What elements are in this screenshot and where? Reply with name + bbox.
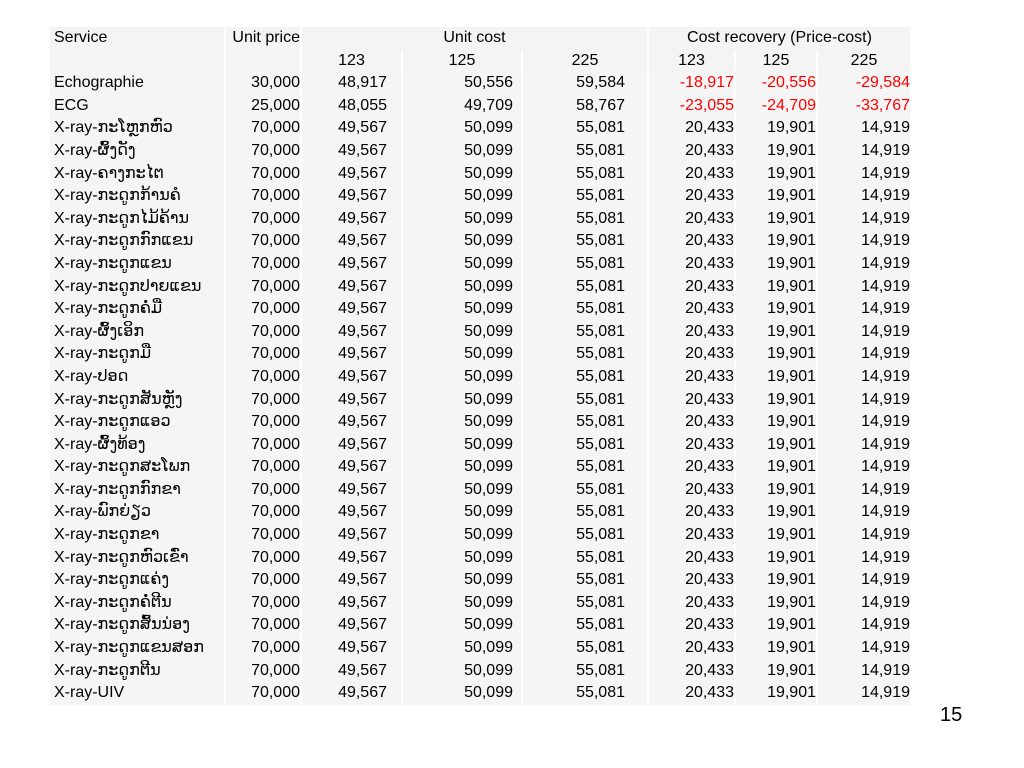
table-row — [50, 343, 910, 366]
recovery-123-cell: 20,433 — [649, 298, 734, 321]
recovery-225-cell: 14,919 — [818, 637, 910, 660]
recovery-125-cell: 19,901 — [736, 411, 816, 434]
recovery-123-cell: 20,433 — [649, 185, 734, 208]
recovery-225-cell: 14,919 — [818, 434, 910, 457]
service-cell: X-ray-ກະດູກແອວ — [50, 411, 224, 434]
recovery-123-cell: 20,433 — [649, 479, 734, 502]
table-row — [50, 524, 910, 547]
unit-cost-125-cell: 50,099 — [403, 253, 521, 276]
unit-price-cell: 70,000 — [226, 592, 300, 615]
service-cell: X-ray-ພົກຍ່ຽວ — [50, 501, 224, 524]
service-cell: X-ray-ຄາງກະໄຕ — [50, 163, 224, 186]
unit-cost-125-cell: 50,099 — [403, 343, 521, 366]
recovery-123-cell: 20,433 — [649, 389, 734, 412]
unit-price-cell: 70,000 — [226, 501, 300, 524]
unit-cost-225-cell: 55,081 — [523, 230, 647, 253]
recovery-125-cell: 19,901 — [736, 389, 816, 412]
unit-cost-125-cell: 50,099 — [403, 276, 521, 299]
unit-cost-125-cell: 50,099 — [403, 185, 521, 208]
unit-cost-225-cell: 55,081 — [523, 298, 647, 321]
unit-cost-123-cell: 49,567 — [302, 434, 401, 457]
service-cell: X-ray-ກະດູກຄໍ່ມື — [50, 298, 224, 321]
recovery-225-cell: 14,919 — [818, 253, 910, 276]
recovery-123-cell: 20,433 — [649, 230, 734, 253]
table-row — [50, 321, 910, 344]
unit-cost-123-cell: 49,567 — [302, 117, 401, 140]
service-cell: X-ray-ຜົ້ງດັງ — [50, 140, 224, 163]
unit-price-cell: 70,000 — [226, 140, 300, 163]
header-unit-price: Unit price — [226, 27, 300, 50]
recovery-125-cell: 19,901 — [736, 479, 816, 502]
recovery-225-cell: 14,919 — [818, 389, 910, 412]
header-blank-service — [50, 50, 224, 73]
table-row — [50, 253, 910, 276]
header-cost-225: 225 — [523, 50, 647, 73]
recovery-125-cell: 19,901 — [736, 660, 816, 683]
recovery-125-cell: 19,901 — [736, 456, 816, 479]
unit-price-cell: 70,000 — [226, 366, 300, 389]
unit-cost-123-cell: 49,567 — [302, 637, 401, 660]
table-row — [50, 298, 910, 321]
unit-cost-225-cell: 55,081 — [523, 389, 647, 412]
unit-cost-123-cell: 49,567 — [302, 547, 401, 570]
unit-price-cell: 70,000 — [226, 479, 300, 502]
service-cell: ECG — [50, 95, 224, 118]
recovery-125-cell: -24,709 — [736, 95, 816, 118]
unit-price-cell: 70,000 — [226, 637, 300, 660]
table-row — [50, 569, 910, 592]
unit-cost-123-cell: 49,567 — [302, 569, 401, 592]
recovery-125-cell: 19,901 — [736, 637, 816, 660]
service-cell: X-ray-UIV — [50, 682, 224, 705]
table-row — [50, 366, 910, 389]
header-recovery-123: 123 — [649, 50, 734, 73]
unit-cost-125-cell: 50,099 — [403, 592, 521, 615]
recovery-225-cell: 14,919 — [818, 479, 910, 502]
service-cell: X-ray-ກະດູກກົກແຂນ — [50, 230, 224, 253]
unit-price-cell: 70,000 — [226, 321, 300, 344]
recovery-225-cell: 14,919 — [818, 163, 910, 186]
recovery-123-cell: 20,433 — [649, 253, 734, 276]
unit-price-cell: 70,000 — [226, 547, 300, 570]
table-row — [50, 682, 910, 705]
unit-cost-225-cell: 55,081 — [523, 117, 647, 140]
unit-price-cell: 70,000 — [226, 253, 300, 276]
recovery-123-cell: 20,433 — [649, 637, 734, 660]
unit-price-cell: 70,000 — [226, 230, 300, 253]
unit-cost-225-cell: 55,081 — [523, 660, 647, 683]
page-number: 15 — [940, 704, 963, 726]
recovery-125-cell: 19,901 — [736, 614, 816, 637]
unit-cost-125-cell: 50,099 — [403, 524, 521, 547]
unit-cost-123-cell: 49,567 — [302, 366, 401, 389]
unit-cost-123-cell: 49,567 — [302, 479, 401, 502]
unit-cost-225-cell: 55,081 — [523, 501, 647, 524]
recovery-123-cell: 20,433 — [649, 592, 734, 615]
recovery-125-cell: 19,901 — [736, 524, 816, 547]
unit-cost-225-cell: 55,081 — [523, 163, 647, 186]
service-cell: X-ray-ກະດູກໄມ້ຄ້ານ — [50, 208, 224, 231]
recovery-225-cell: 14,919 — [818, 660, 910, 683]
unit-cost-123-cell: 49,567 — [302, 208, 401, 231]
recovery-125-cell: 19,901 — [736, 185, 816, 208]
unit-cost-123-cell: 49,567 — [302, 389, 401, 412]
service-cell: X-ray-ກະດູກແຂນສອກ — [50, 637, 224, 660]
recovery-125-cell: 19,901 — [736, 569, 816, 592]
table-row — [50, 434, 910, 457]
unit-cost-123-cell: 49,567 — [302, 230, 401, 253]
unit-cost-123-cell: 49,567 — [302, 592, 401, 615]
recovery-225-cell: 14,919 — [818, 501, 910, 524]
unit-cost-125-cell: 50,556 — [403, 72, 521, 95]
table-row — [50, 276, 910, 299]
header-cost-123: 123 — [302, 50, 401, 73]
unit-cost-225-cell: 55,081 — [523, 614, 647, 637]
unit-cost-125-cell: 50,099 — [403, 569, 521, 592]
service-cell: X-ray-ກະດູກປາຍແຂນ — [50, 276, 224, 299]
recovery-125-cell: 19,901 — [736, 501, 816, 524]
recovery-125-cell: 19,901 — [736, 321, 816, 344]
recovery-123-cell: 20,433 — [649, 456, 734, 479]
unit-cost-125-cell: 50,099 — [403, 456, 521, 479]
unit-price-cell: 70,000 — [226, 682, 300, 705]
recovery-123-cell: 20,433 — [649, 569, 734, 592]
table-row — [50, 592, 910, 615]
unit-price-cell: 70,000 — [226, 276, 300, 299]
unit-cost-125-cell: 50,099 — [403, 547, 521, 570]
unit-cost-125-cell: 50,099 — [403, 501, 521, 524]
recovery-225-cell: 14,919 — [818, 524, 910, 547]
recovery-123-cell: 20,433 — [649, 140, 734, 163]
unit-cost-123-cell: 49,567 — [302, 411, 401, 434]
unit-cost-225-cell: 55,081 — [523, 479, 647, 502]
recovery-125-cell: -20,556 — [736, 72, 816, 95]
service-cell: X-ray-ກະດູກກົກຂາ — [50, 479, 224, 502]
recovery-123-cell: 20,433 — [649, 547, 734, 570]
table-row — [50, 163, 910, 186]
unit-cost-123-cell: 49,567 — [302, 660, 401, 683]
unit-cost-125-cell: 50,099 — [403, 614, 521, 637]
recovery-225-cell: 14,919 — [818, 140, 910, 163]
unit-cost-125-cell: 50,099 — [403, 389, 521, 412]
service-cell: Echographie — [50, 72, 224, 95]
unit-cost-225-cell: 55,081 — [523, 524, 647, 547]
recovery-125-cell: 19,901 — [736, 547, 816, 570]
unit-cost-225-cell: 55,081 — [523, 253, 647, 276]
table-row — [50, 614, 910, 637]
recovery-123-cell: -23,055 — [649, 95, 734, 118]
service-cell: X-ray-ກະດູກມື — [50, 343, 224, 366]
recovery-123-cell: 20,433 — [649, 614, 734, 637]
unit-price-cell: 70,000 — [226, 163, 300, 186]
service-cell: X-ray-ກະດູກສະໂພກ — [50, 456, 224, 479]
recovery-225-cell: 14,919 — [818, 456, 910, 479]
recovery-225-cell: 14,919 — [818, 614, 910, 637]
service-cell: X-ray-ກະດູກແຄ່ງ — [50, 569, 224, 592]
recovery-225-cell: 14,919 — [818, 208, 910, 231]
service-cell: X-ray-ກະດູກກ້ານຄໍ — [50, 185, 224, 208]
unit-price-cell: 70,000 — [226, 569, 300, 592]
unit-cost-123-cell: 49,567 — [302, 524, 401, 547]
service-cell: X-ray-ຜົ້ງເອິກ — [50, 321, 224, 344]
unit-price-cell: 70,000 — [226, 456, 300, 479]
unit-price-cell: 70,000 — [226, 660, 300, 683]
unit-cost-225-cell: 55,081 — [523, 185, 647, 208]
recovery-123-cell: 20,433 — [649, 163, 734, 186]
header-row-1 — [50, 27, 910, 50]
unit-cost-225-cell: 55,081 — [523, 276, 647, 299]
unit-cost-225-cell: 55,081 — [523, 682, 647, 705]
recovery-225-cell: 14,919 — [818, 682, 910, 705]
recovery-125-cell: 19,901 — [736, 682, 816, 705]
header-cost-125: 125 — [403, 50, 521, 73]
service-cell: X-ray-ປອດ — [50, 366, 224, 389]
recovery-123-cell: 20,433 — [649, 524, 734, 547]
recovery-125-cell: 19,901 — [736, 117, 816, 140]
unit-price-cell: 70,000 — [226, 185, 300, 208]
unit-cost-125-cell: 50,099 — [403, 366, 521, 389]
recovery-225-cell: 14,919 — [818, 276, 910, 299]
header-row-2 — [50, 50, 910, 73]
service-cell: X-ray-ກະດູກແຂນ — [50, 253, 224, 276]
unit-cost-225-cell: 55,081 — [523, 434, 647, 457]
recovery-125-cell: 19,901 — [736, 343, 816, 366]
table-row — [50, 501, 910, 524]
recovery-125-cell: 19,901 — [736, 434, 816, 457]
recovery-225-cell: 14,919 — [818, 343, 910, 366]
recovery-225-cell: -29,584 — [818, 72, 910, 95]
unit-price-cell: 25,000 — [226, 95, 300, 118]
table-row — [50, 637, 910, 660]
table-row — [50, 140, 910, 163]
unit-cost-125-cell: 50,099 — [403, 208, 521, 231]
unit-cost-125-cell: 50,099 — [403, 411, 521, 434]
recovery-123-cell: 20,433 — [649, 682, 734, 705]
recovery-225-cell: 14,919 — [818, 185, 910, 208]
unit-price-cell: 70,000 — [226, 524, 300, 547]
recovery-123-cell: -18,917 — [649, 72, 734, 95]
recovery-123-cell: 20,433 — [649, 501, 734, 524]
unit-cost-123-cell: 49,567 — [302, 501, 401, 524]
recovery-225-cell: -33,767 — [818, 95, 910, 118]
unit-cost-123-cell: 49,567 — [302, 163, 401, 186]
service-cell: X-ray-ກະດູກຄໍ່ຕີນ — [50, 592, 224, 615]
recovery-123-cell: 20,433 — [649, 117, 734, 140]
unit-cost-123-cell: 49,567 — [302, 682, 401, 705]
unit-price-cell: 70,000 — [226, 411, 300, 434]
table-row — [50, 95, 910, 118]
unit-cost-225-cell: 55,081 — [523, 366, 647, 389]
table-row — [50, 185, 910, 208]
recovery-225-cell: 14,919 — [818, 321, 910, 344]
unit-cost-123-cell: 49,567 — [302, 321, 401, 344]
unit-price-cell: 70,000 — [226, 614, 300, 637]
recovery-225-cell: 14,919 — [818, 547, 910, 570]
recovery-225-cell: 14,919 — [818, 298, 910, 321]
unit-cost-125-cell: 50,099 — [403, 660, 521, 683]
unit-cost-125-cell: 50,099 — [403, 298, 521, 321]
unit-cost-225-cell: 58,767 — [523, 95, 647, 118]
table-row — [50, 117, 910, 140]
unit-cost-123-cell: 49,567 — [302, 276, 401, 299]
table-row — [50, 389, 910, 412]
header-recovery-225: 225 — [818, 50, 910, 73]
unit-cost-125-cell: 50,099 — [403, 682, 521, 705]
unit-price-cell: 70,000 — [226, 389, 300, 412]
unit-cost-125-cell: 50,099 — [403, 479, 521, 502]
recovery-125-cell: 19,901 — [736, 366, 816, 389]
unit-cost-225-cell: 55,081 — [523, 637, 647, 660]
unit-price-cell: 30,000 — [226, 72, 300, 95]
header-blank-price — [226, 50, 300, 73]
table-row — [50, 72, 910, 95]
recovery-125-cell: 19,901 — [736, 208, 816, 231]
service-cell: X-ray-ກະດູກສັນຫຼັງ — [50, 389, 224, 412]
recovery-125-cell: 19,901 — [736, 140, 816, 163]
table-row — [50, 479, 910, 502]
table-row — [50, 208, 910, 231]
recovery-123-cell: 20,433 — [649, 366, 734, 389]
table-row — [50, 411, 910, 434]
unit-cost-123-cell: 48,055 — [302, 95, 401, 118]
service-cell: X-ray-ກະດູກຫົວເຂົ່າ — [50, 547, 224, 570]
recovery-123-cell: 20,433 — [649, 411, 734, 434]
unit-cost-225-cell: 55,081 — [523, 411, 647, 434]
table-row — [50, 660, 910, 683]
unit-cost-225-cell: 55,081 — [523, 208, 647, 231]
recovery-123-cell: 20,433 — [649, 321, 734, 344]
unit-cost-125-cell: 50,099 — [403, 117, 521, 140]
unit-cost-123-cell: 49,567 — [302, 185, 401, 208]
recovery-125-cell: 19,901 — [736, 253, 816, 276]
recovery-125-cell: 19,901 — [736, 163, 816, 186]
recovery-225-cell: 14,919 — [818, 411, 910, 434]
unit-cost-123-cell: 49,567 — [302, 614, 401, 637]
unit-cost-123-cell: 49,567 — [302, 343, 401, 366]
header-recovery-125: 125 — [736, 50, 816, 73]
unit-cost-225-cell: 55,081 — [523, 592, 647, 615]
unit-price-cell: 70,000 — [226, 298, 300, 321]
service-cell: X-ray-ກະດູກຂາ — [50, 524, 224, 547]
unit-cost-125-cell: 50,099 — [403, 434, 521, 457]
unit-cost-225-cell: 55,081 — [523, 321, 647, 344]
unit-cost-123-cell: 48,917 — [302, 72, 401, 95]
recovery-125-cell: 19,901 — [736, 592, 816, 615]
unit-price-cell: 70,000 — [226, 208, 300, 231]
unit-cost-123-cell: 49,567 — [302, 140, 401, 163]
table-row — [50, 547, 910, 570]
header-service: Service — [50, 27, 224, 50]
unit-cost-123-cell: 49,567 — [302, 456, 401, 479]
header-unit-cost: Unit cost — [302, 27, 647, 50]
cost-recovery-table — [48, 27, 912, 705]
recovery-125-cell: 19,901 — [736, 298, 816, 321]
recovery-125-cell: 19,901 — [736, 230, 816, 253]
unit-cost-125-cell: 49,709 — [403, 95, 521, 118]
recovery-225-cell: 14,919 — [818, 230, 910, 253]
unit-cost-225-cell: 55,081 — [523, 140, 647, 163]
unit-cost-125-cell: 50,099 — [403, 163, 521, 186]
unit-cost-123-cell: 49,567 — [302, 298, 401, 321]
service-cell: X-ray-ກະດູກສົ້ນນ່ອງ — [50, 614, 224, 637]
recovery-225-cell: 14,919 — [818, 569, 910, 592]
header-cost-recovery: Cost recovery (Price-cost) — [649, 27, 910, 50]
recovery-125-cell: 19,901 — [736, 276, 816, 299]
unit-cost-125-cell: 50,099 — [403, 140, 521, 163]
unit-cost-225-cell: 55,081 — [523, 343, 647, 366]
table-row — [50, 456, 910, 479]
recovery-123-cell: 20,433 — [649, 660, 734, 683]
unit-price-cell: 70,000 — [226, 117, 300, 140]
recovery-123-cell: 20,433 — [649, 208, 734, 231]
unit-cost-123-cell: 49,567 — [302, 253, 401, 276]
unit-cost-125-cell: 50,099 — [403, 637, 521, 660]
unit-cost-225-cell: 55,081 — [523, 569, 647, 592]
unit-price-cell: 70,000 — [226, 434, 300, 457]
unit-cost-225-cell: 55,081 — [523, 456, 647, 479]
service-cell: X-ray-ກະດູກຕີນ — [50, 660, 224, 683]
service-cell: X-ray-ກະໂຫຼກຫົວ — [50, 117, 224, 140]
unit-cost-225-cell: 59,584 — [523, 72, 647, 95]
unit-cost-125-cell: 50,099 — [403, 321, 521, 344]
recovery-123-cell: 20,433 — [649, 276, 734, 299]
recovery-225-cell: 14,919 — [818, 366, 910, 389]
recovery-123-cell: 20,433 — [649, 434, 734, 457]
recovery-225-cell: 14,919 — [818, 117, 910, 140]
recovery-123-cell: 20,433 — [649, 343, 734, 366]
service-cell: X-ray-ຜົ້ງທ້ອງ — [50, 434, 224, 457]
unit-cost-125-cell: 50,099 — [403, 230, 521, 253]
unit-cost-225-cell: 55,081 — [523, 547, 647, 570]
recovery-225-cell: 14,919 — [818, 592, 910, 615]
unit-price-cell: 70,000 — [226, 343, 300, 366]
table-row — [50, 230, 910, 253]
